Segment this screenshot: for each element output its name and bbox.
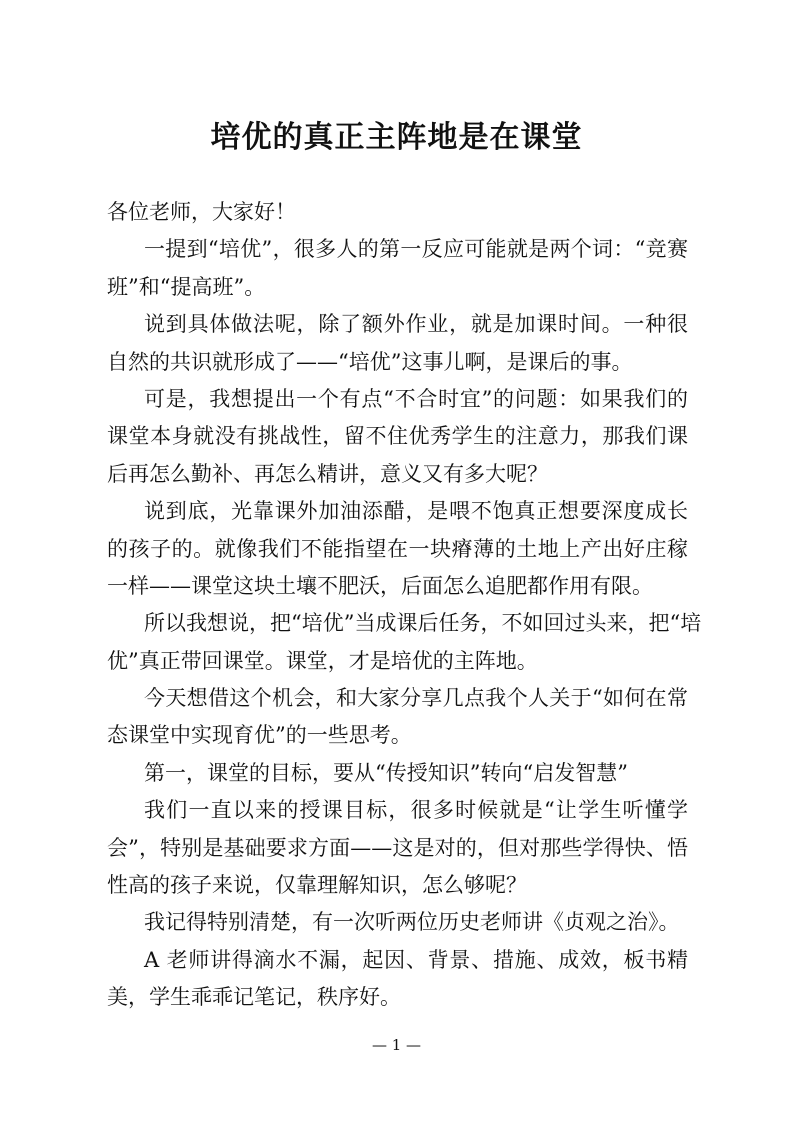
text-line: 说到具体做法呢，除了额外作业，就是加课时间。一种很 — [144, 312, 688, 337]
text-line: 美，学生乖乖记笔记，秩序好。 — [107, 985, 401, 1010]
text-line: 各位老师，大家好！ — [107, 200, 296, 224]
text-line: 性高的孩子来说，仅靠理解知识，怎么够呢？ — [107, 873, 527, 898]
text-line: 今天想借这个机会，和大家分享几点我个人关于“如何在常 — [144, 686, 688, 711]
text-line: 态课堂中实现育优”的一些思考。 — [107, 723, 412, 748]
text-line: 班”和“提高班”。 — [107, 274, 266, 299]
text-line: 我记得特别清楚，有一次听两位历史老师讲《贞观之治》。 — [144, 910, 680, 935]
text-line: 可是，我想提出一个有点“不合时宜”的问题：如果我们的 — [144, 386, 688, 411]
text-line: 会”，特别是基础要求方面——这是对的，但对那些学得快、悟 — [107, 835, 688, 860]
text-line: 第一，课堂的目标，要从“传授知识”转向“启发智慧” — [144, 760, 628, 785]
text-line: 优”真正带回课堂。课堂，才是培优的主阵地。 — [107, 648, 538, 673]
paragraph — [107, 605, 702, 680]
page-number: — 1 — — [371, 1036, 422, 1054]
paragraph — [107, 231, 688, 306]
paragraph — [107, 792, 688, 904]
text-line: 一样——课堂这块土壤不肥沃，后面怎么追肥都作用有限。 — [107, 573, 653, 598]
paragraph — [107, 755, 688, 792]
paragraph — [107, 942, 688, 1017]
text-line: 后再怎么勤补、再怎么精讲，意义又有多大呢？ — [107, 461, 548, 486]
paragraph — [107, 904, 688, 941]
paragraph — [107, 493, 688, 605]
paragraph — [107, 680, 688, 755]
paragraph — [107, 194, 688, 231]
text-line: A 老师讲得滴水不漏，起因、背景、措施、成效，板书精 — [144, 947, 688, 972]
document-body — [107, 194, 702, 1017]
text-line: 自然的共识就形成了——“培优”这事儿啊，是课后的事。 — [107, 349, 633, 374]
document-title: 培优的真正主阵地是在课堂 — [210, 120, 583, 155]
text-line: 的孩子的。就像我们不能指望在一块瘠薄的土地上产出好庄稼 — [107, 536, 688, 561]
text-line: 一提到“培优”，很多人的第一反应可能就是两个词：“竞赛 — [144, 237, 688, 262]
text-line: 我们一直以来的授课目标，很多时候就是“让学生听懂学 — [144, 798, 688, 823]
text-line: 说到底，光靠课外加油添醋，是喂不饱真正想要深度成长 — [144, 499, 688, 524]
text-line: 课堂本身就没有挑战性，留不住优秀学生的注意力，那我们课 — [107, 424, 688, 449]
paragraph — [107, 306, 688, 381]
text-line: 所以我想说，把“培优”当成课后任务，不如回过头来，把“培 — [144, 611, 702, 636]
paragraph — [107, 381, 688, 493]
